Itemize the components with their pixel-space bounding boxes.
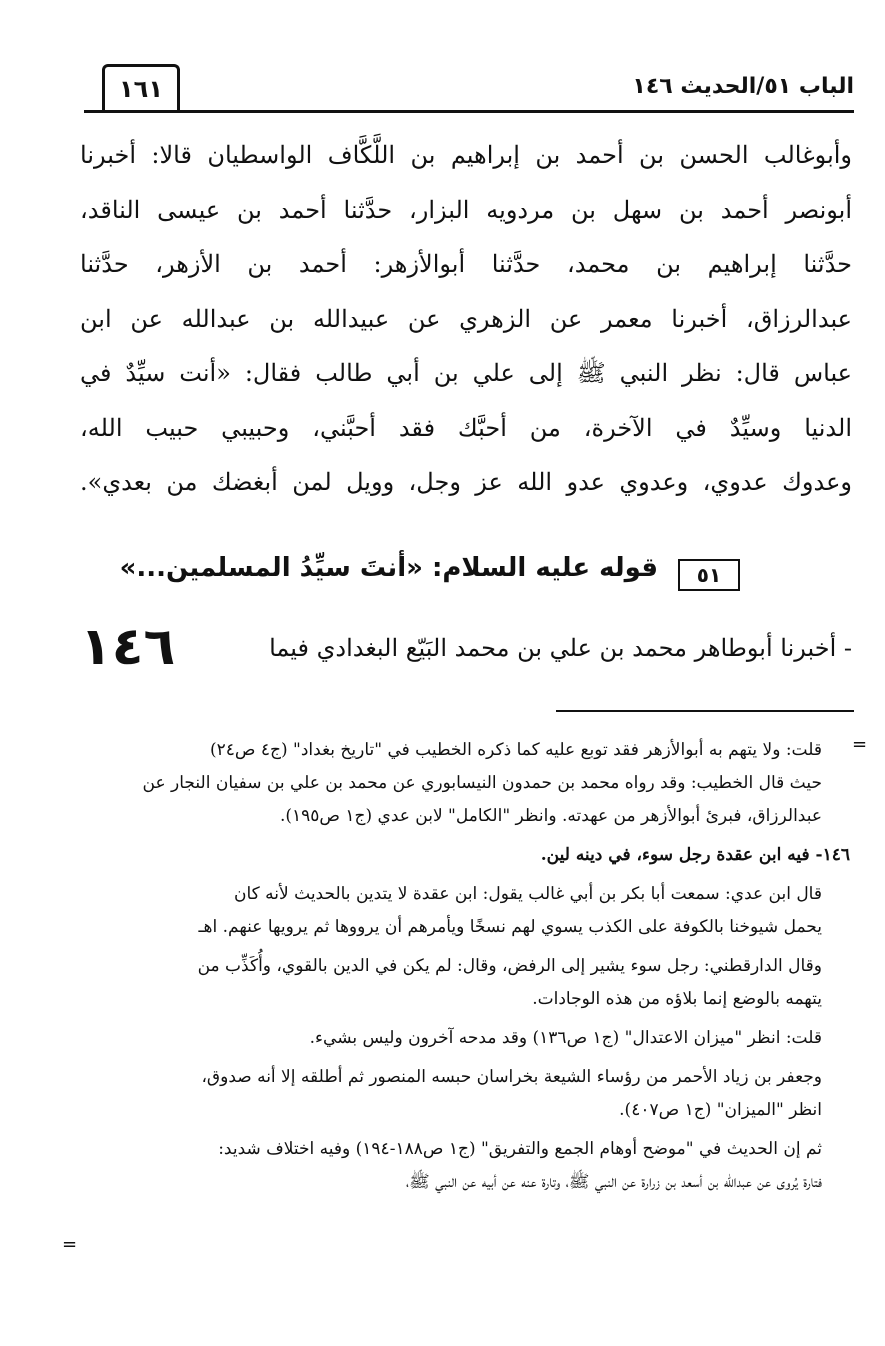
main-text-block <box>80 128 852 510</box>
footnote-line: قلت: ولا يتهم به أبوالأزهر فقد توبع عليه كما ذكره الخطيب في "تاريخ بغداد" (ج٤ ص٢٤) <box>210 740 822 760</box>
footnote-line: وقال الدارقطني: رجل سوء يشير إلى الرفض، وقال: لم يكن في الدين بالقوي، وأُكَذِّب من <box>197 956 822 976</box>
main-text-line: وأبوغالب الحسن بن أحمد بن إبراهيم بن اللَّكَّاف الواسطيان قالا: أخبرنا <box>80 141 852 169</box>
footnote-line: قلت: انظر "ميزان الاعتدال" (ج١ ص١٣٦) وقد مدحه آخرون وليس بشيء. <box>309 1028 822 1048</box>
footnote-separator <box>556 710 854 712</box>
footnote-line: قال ابن عدي: سمعت أبا بكر بن أبي غالب يقول: ابن عقدة لا يتدين بالحديث لأنه كان <box>234 884 822 904</box>
main-text-line: حدَّثنا إبراهيم بن محمد، حدَّثنا أبوالأزهر: أحمد بن الأزهر، حدَّثنا <box>80 250 853 278</box>
footnote-line: حيث قال الخطيب: وقد رواه محمد بن حمدون النيسابوري عن محمد بن علي بن سفيان النجار عن <box>142 773 822 793</box>
main-text-line: أبونصر أحمد بن سهل بن مردويه البزار، حدَّثنا أحمد بن عيسى الناقد، <box>80 195 852 224</box>
continuation-mark-bottom: = <box>62 1234 78 1255</box>
footnote-paragraph <box>80 734 850 833</box>
footnote-paragraph <box>80 1133 850 1199</box>
footnotes-block <box>80 734 850 1205</box>
footnote-line: يتهمه بالوضع إنما بلاؤه من هذه الوجادات. <box>532 989 822 1009</box>
footnote-line: عبدالرزاق، فبرئ أبوالأزهر من عهدته. وانظر "الكامل" لابن عدي (ج١ ص١٩٥). <box>279 806 822 826</box>
continuation-mark-top: = <box>852 734 868 755</box>
footnote-paragraph <box>80 878 850 944</box>
running-title: الباب ٥١/الحديث ١٤٦ <box>632 74 854 99</box>
footnote-line: انظر "الميزان" (ج١ ص٤٠٧). <box>619 1100 822 1120</box>
section-heading <box>119 553 740 603</box>
footnote-line: ١٤٦- فيه ابن عقدة رجل سوء، في دينه لين. <box>540 845 850 865</box>
header-rule <box>84 110 854 113</box>
footnote-line: ثم إن الحديث في "موضح أوهام الجمع والتفريق" (ج١ ص١٨٨-١٩٤) وفيه اختلاف شديد: <box>218 1139 822 1159</box>
footnote-paragraph <box>80 1022 850 1055</box>
footnote-paragraph <box>80 839 850 872</box>
footnote-line: يحمل شيوخنا بالكوفة على الكذب يسوي لهم نسخًا ويأمرهم أن يرووها ثم يرويها عنهم. اهـ <box>198 917 822 937</box>
page-header <box>84 60 854 120</box>
footnote-paragraph <box>80 950 850 1016</box>
main-text-line: الدنيا وسيِّدٌ في الآخرة، من أحبَّك فقد أحبَّني، وحبيبي حبيب الله، <box>80 413 852 442</box>
page-number: ١٦١ <box>102 64 180 113</box>
hadith-text: - أخبرنا أبوطاهر محمد بن علي بن محمد البَيّع البغدادي فيما <box>269 634 852 662</box>
main-text-line: عباس قال: نظر النبي ﷺ إلى علي بن أبي طالب فقال: «أنت سيِّدٌ في <box>80 359 852 387</box>
main-text-line: وعدوك عدوي، وعدوي عدو الله عز وجل، وويل لمن أبغضك من بعدي». <box>80 468 852 496</box>
hadith-number: ١٤٦ <box>80 617 176 677</box>
main-text-line: عبدالرزاق، أخبرنا معمر عن الزهري عن عبيدالله بن عبدالله عن ابن <box>80 304 852 333</box>
section-title: قوله عليه السلام: «أنتَ سيِّدُ المسلمين...» <box>119 553 658 583</box>
footnote-line: وجعفر بن زياد الأحمر من رؤساء الشيعة بخراسان حبسه المنصور ثم أطلقه إلا أنه صدوق، <box>201 1067 822 1087</box>
footnote-line: فتارة يُروى عن عبدالله بن أسعد بن زرارة عن النبي ﷺ، وتارة عنه عن أبيه عن النبي ﷺ، <box>405 1172 822 1192</box>
section-number-box: ٥١ <box>678 559 740 591</box>
hadith-opening <box>80 612 852 682</box>
footnote-paragraph <box>80 1061 850 1127</box>
